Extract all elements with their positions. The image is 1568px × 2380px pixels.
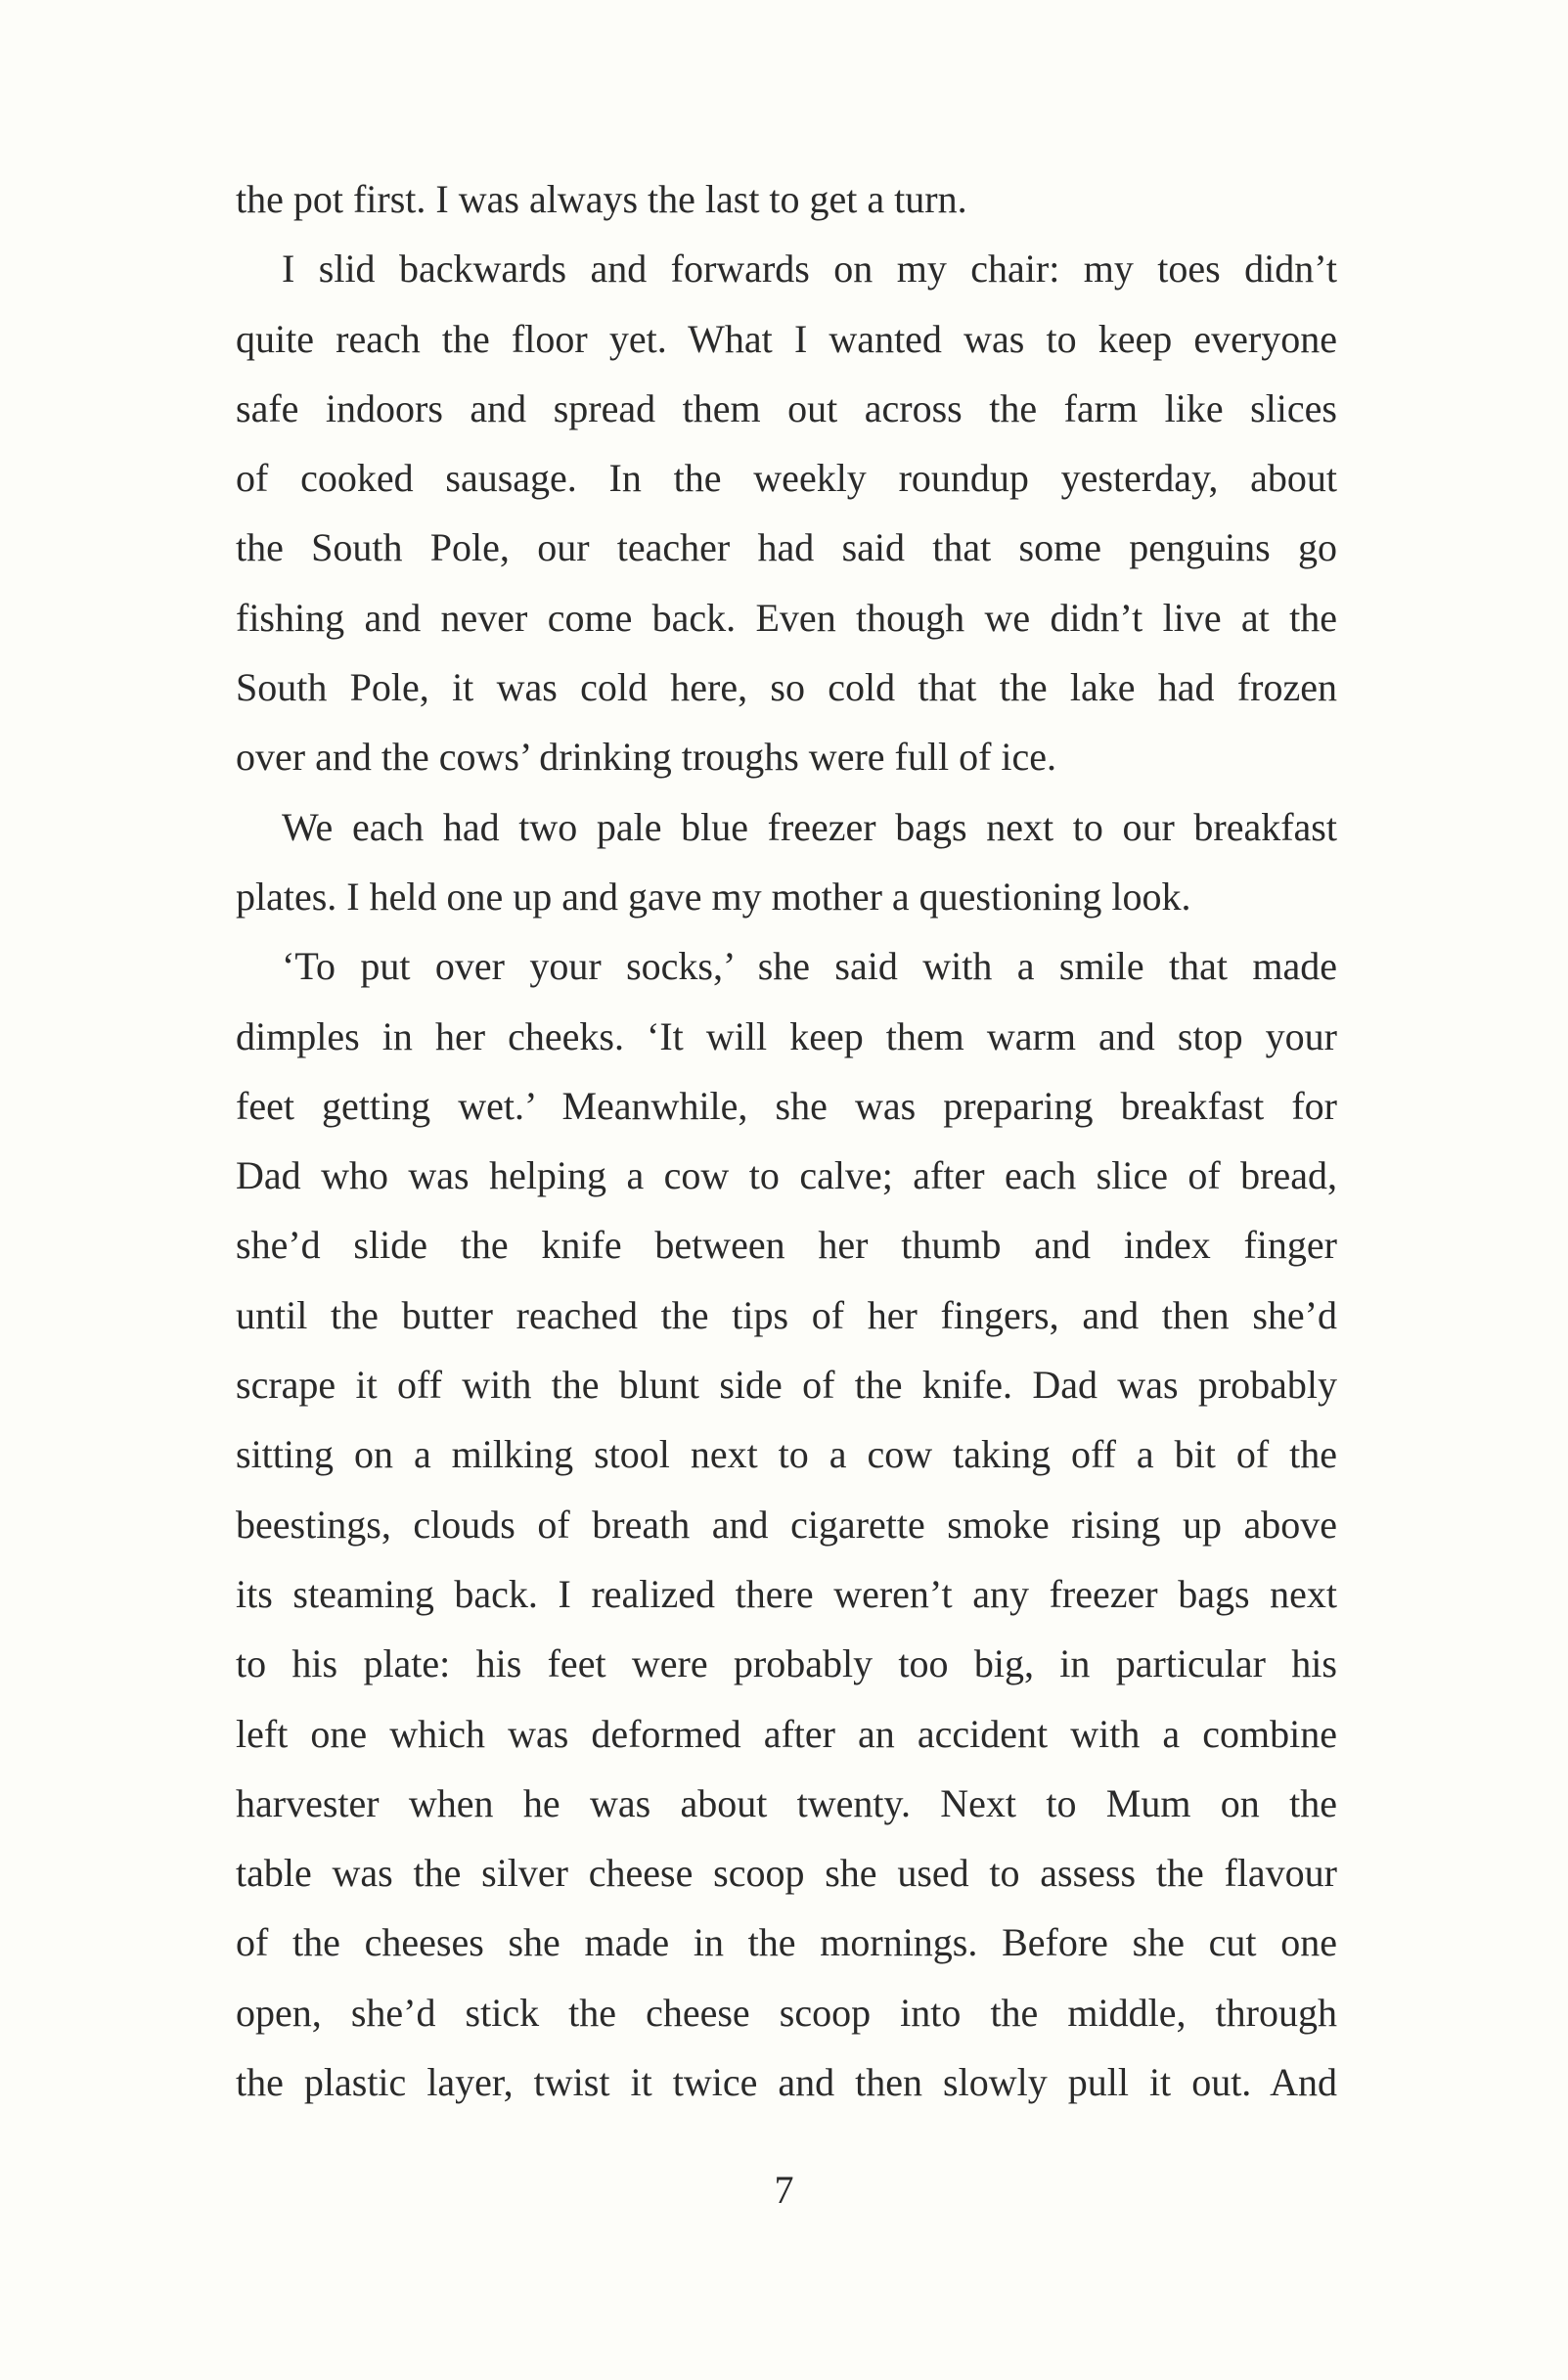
text-line: feet getting wet.’ Meanwhile, she was preparing breakfast for [236, 1083, 1337, 1128]
text-line: of the cheeses she made in the mornings. Before she cut one [236, 1920, 1337, 1965]
text-line: plates. I held one up and gave my mother a questioning look. [236, 874, 1191, 919]
text-line: I slid backwards and forwards on my chair: my toes didn’t [282, 247, 1337, 292]
text-line: safe indoors and spread them out across the farm like slices [236, 385, 1337, 430]
text-line: ‘To put over your socks,’ she said with a smile that made [282, 944, 1337, 989]
text-line: over and the cows’ drinking troughs were full of ice. [236, 735, 1057, 780]
text-line: its steaming back. I realized there weren’t any freezer bags next [236, 1571, 1337, 1616]
text-line: of cooked sausage. In the weekly roundup yesterday, about [236, 456, 1337, 501]
text-line: the South Pole, our teacher had said that some penguins go [236, 525, 1337, 570]
text-line: to his plate: his feet were probably too big, in particular his [236, 1641, 1337, 1686]
text-line: fishing and never come back. Even though we didn’t live at the [236, 595, 1337, 640]
text-line: quite reach the floor yet. What I wanted was to keep everyone [236, 316, 1337, 361]
text-line: table was the silver cheese scoop she used to assess the flavour [236, 1851, 1337, 1896]
text-line: until the butter reached the tips of her fingers, and then she’d [236, 1292, 1337, 1337]
text-line: left one which was deformed after an accident with a combine [236, 1711, 1337, 1756]
text-line: South Pole, it was cold here, so cold that the lake had frozen [236, 665, 1337, 710]
text-line: harvester when he was about twenty. Next to Mum on the [236, 1780, 1337, 1825]
text-line: the pot first. I was always the last to get a turn. [236, 177, 967, 221]
body-text [236, 164, 1337, 2117]
text-line: scrape it off with the blunt side of the knife. Dad was probably [236, 1363, 1337, 1408]
text-line: We each had two pale blue freezer bags next to our breakfast [282, 804, 1337, 849]
text-line: the plastic layer, twist it twice and then slowly pull it out. And [236, 2060, 1337, 2105]
page-number: 7 [774, 2168, 794, 2212]
text-line: open, she’d stick the cheese scoop into the middle, through [236, 1990, 1337, 2035]
text-line: she’d slide the knife between her thumb and index finger [236, 1223, 1337, 1268]
text-line: dimples in her cheeks. ‘It will keep them warm and stop your [236, 1013, 1337, 1058]
text-line: Dad who was helping a cow to calve; after each slice of bread, [236, 1153, 1337, 1198]
text-line: beestings, clouds of breath and cigarette smoke rising up above [236, 1502, 1337, 1547]
text-line: sitting on a milking stool next to a cow taking off a bit of the [236, 1432, 1337, 1477]
